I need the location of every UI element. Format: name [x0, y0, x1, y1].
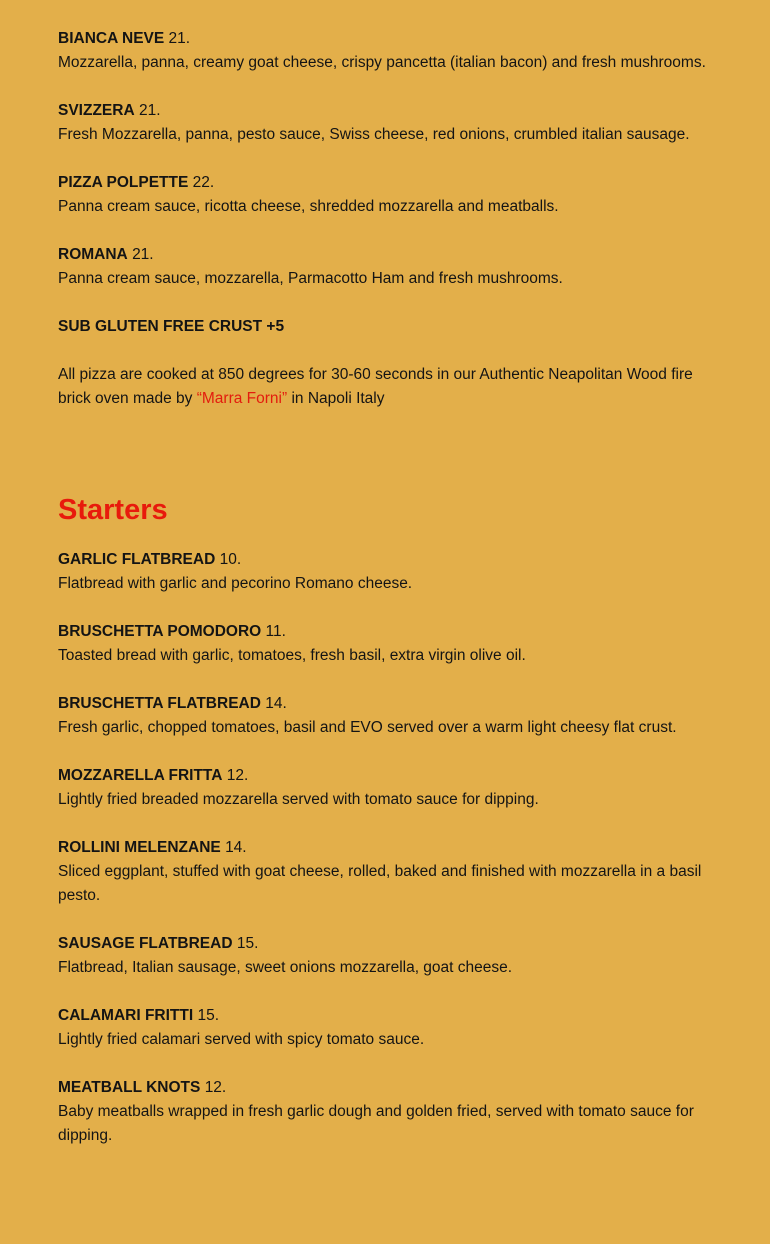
- menu-page: [58, 27, 713, 1172]
- menu-item-rollini-melenzane: [58, 836, 713, 908]
- item-description: Lightly fried breaded mozzarella served with tomato sauce for dipping.: [58, 791, 539, 808]
- oven-note-text: All pizza are cooked at 850 degrees for 30-60 seconds in our Authentic Neapolitan Wood fire brick oven made by: [58, 366, 693, 407]
- item-price: 15.: [197, 1007, 220, 1024]
- item-name: SVIZZERA: [58, 102, 135, 119]
- item-name: CALAMARI FRITTI: [58, 1007, 194, 1024]
- menu-item-calamari-fritti: [58, 1004, 713, 1052]
- item-description: Flatbread, Italian sausage, sweet onions mozzarella, goat cheese.: [58, 959, 513, 976]
- item-description: Sliced eggplant, stuffed with goat cheese, rolled, baked and finished with mozzarella in a basil pesto.: [58, 863, 702, 904]
- item-price: 10.: [219, 551, 242, 568]
- item-name: PIZZA POLPETTE: [58, 174, 189, 191]
- item-description: Panna cream sauce, mozzarella, Parmacotto Ham and fresh mushrooms.: [58, 270, 563, 287]
- oven-note-text-end: in Napoli Italy: [287, 390, 385, 407]
- menu-item-mozzarella-fritta: [58, 764, 713, 812]
- item-price: 14.: [265, 695, 287, 712]
- menu-item-bruschetta-flatbread: [58, 692, 713, 740]
- menu-item-bruschetta-pomodoro: [58, 620, 713, 668]
- item-name: BRUSCHETTA FLATBREAD: [58, 695, 261, 712]
- item-price: 14.: [225, 839, 247, 856]
- item-description: Fresh Mozzarella, panna, pesto sauce, Swiss cheese, red onions, crumbled italian sausage.: [58, 126, 690, 143]
- item-name: BIANCA NEVE: [58, 30, 165, 47]
- item-price: 22.: [192, 174, 215, 191]
- item-description: Baby meatballs wrapped in fresh garlic dough and golden fried, served with tomato sauce for dipping.: [58, 1103, 694, 1144]
- marra-forni-link[interactable]: “Marra Forni”: [196, 390, 288, 407]
- item-description: Toasted bread with garlic, tomatoes, fresh basil, extra virgin olive oil.: [58, 647, 526, 664]
- item-price: 21.: [132, 246, 154, 263]
- item-name: ROMANA: [58, 246, 128, 263]
- item-name: BRUSCHETTA POMODORO: [58, 623, 262, 640]
- menu-item-sausage-flatbread: [58, 932, 713, 980]
- item-price: 21.: [138, 102, 161, 119]
- item-price: 11.: [265, 623, 286, 640]
- item-name: MEATBALL KNOTS: [58, 1079, 201, 1096]
- item-description: Fresh garlic, chopped tomatoes, basil and EVO served over a warm light cheesy flat crust.: [58, 719, 677, 736]
- item-price: 12.: [204, 1079, 227, 1096]
- item-price: 12.: [226, 767, 249, 784]
- item-name: SAUSAGE FLATBREAD: [58, 935, 233, 952]
- gluten-free-note: SUB GLUTEN FREE CRUST +5: [58, 318, 285, 335]
- item-description: Lightly fried calamari served with spicy tomato sauce.: [58, 1031, 425, 1048]
- item-name: MOZZARELLA FRITTA: [58, 767, 223, 784]
- menu-item-meatball-knots: [58, 1076, 713, 1148]
- menu-item-garlic-flatbread: [58, 548, 713, 596]
- section-title-starters: Starters: [58, 494, 168, 526]
- oven-note: [58, 363, 713, 411]
- item-description: Panna cream sauce, ricotta cheese, shredded mozzarella and meatballs.: [58, 198, 559, 215]
- item-name: ROLLINI MELENZANE: [58, 839, 221, 856]
- menu-item-bianca-neve: [58, 27, 713, 75]
- item-description: Flatbread with garlic and pecorino Romano cheese.: [58, 575, 413, 592]
- item-description: Mozzarella, panna, creamy goat cheese, crispy pancetta (italian bacon) and fresh mushrooms.: [58, 54, 706, 71]
- menu-item-pizza-polpette: [58, 171, 713, 219]
- item-price: 15.: [236, 935, 259, 952]
- item-price: 21.: [168, 30, 191, 47]
- menu-item-romana: [58, 243, 713, 291]
- item-name: GARLIC FLATBREAD: [58, 551, 216, 568]
- menu-item-svizzera: [58, 99, 713, 147]
